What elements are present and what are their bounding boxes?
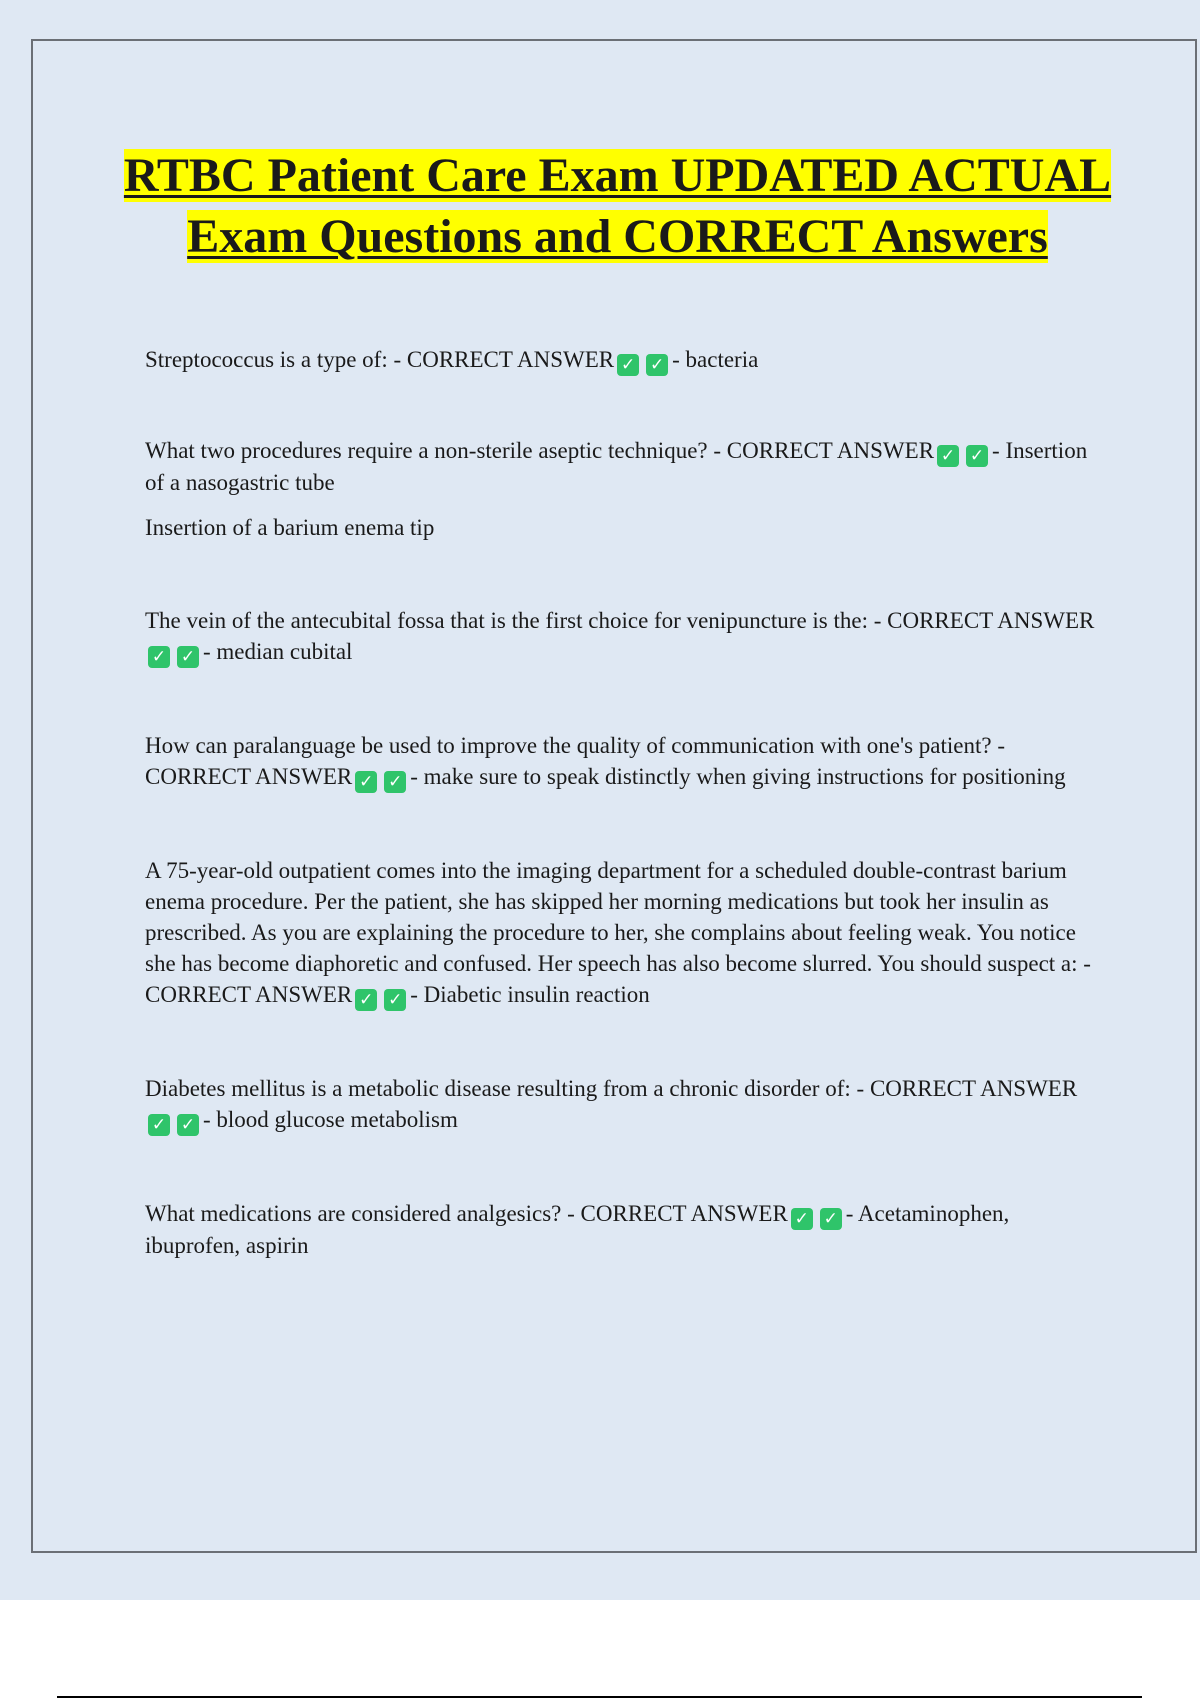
answer-text: - bacteria — [672, 347, 759, 372]
qa-item-6 — [145, 1073, 1105, 1136]
check-mark-icon: ✓ — [646, 354, 668, 376]
answer-marker: - CORRECT ANSWER — [856, 1076, 1078, 1101]
document-title — [60, 145, 1175, 267]
question-text: What medications are considered analgesics? — [145, 1201, 562, 1226]
check-mark-icon: ✓ — [177, 646, 199, 668]
title-highlight: RTBC Patient Care Exam UPDATED ACTUAL Exam Questions and CORRECT Answers — [123, 149, 1112, 263]
answer-text: - median cubital — [203, 639, 353, 664]
answer-text: - blood glucose metabolism — [203, 1107, 458, 1132]
answer-text: - Diabetic insulin reaction — [410, 982, 650, 1007]
check-mark-icon: ✓ — [617, 354, 639, 376]
qa-item-5 — [145, 855, 1105, 1011]
footer-rule — [57, 1696, 1142, 1698]
question-text: Streptococcus is a type of: — [145, 347, 388, 372]
check-mark-icon: ✓ — [966, 445, 988, 467]
check-mark-icon: ✓ — [384, 989, 406, 1011]
qa-item-7 — [145, 1198, 1105, 1261]
answer-marker: - CORRECT ANSWER — [145, 733, 1006, 789]
check-mark-icon: ✓ — [384, 771, 406, 793]
qa-item-1 — [145, 344, 1105, 376]
qa-item-4 — [145, 730, 1105, 793]
answer-marker: - CORRECT ANSWER — [713, 438, 935, 463]
check-mark-icon: ✓ — [937, 445, 959, 467]
question-text: What two procedures require a non-sterile aseptic technique? — [145, 438, 708, 463]
qa-item-2 — [145, 435, 1105, 498]
question-text: How can paralanguage be used to improve the quality of communication with one's patient? — [145, 733, 992, 758]
qa-list — [145, 344, 1105, 1261]
answer-marker: - CORRECT ANSWER — [567, 1201, 788, 1226]
question-text: The vein of the antecubital fossa that is the first choice for venipuncture is the: — [145, 608, 868, 633]
check-mark-icon: ✓ — [791, 1208, 813, 1230]
qa-item-3 — [145, 605, 1105, 668]
answer-continuation: Insertion of a barium enema tip — [145, 515, 435, 540]
answer-marker: - CORRECT ANSWER — [145, 951, 1091, 1007]
check-mark-icon: ✓ — [148, 646, 170, 668]
question-text: A 75-year-old outpatient comes into the imaging department for a scheduled double-contrast barium enema procedure. Per the patient, she has skipped her morning medications but took her insulin as prescribed. As you are explaining the procedure to her, she complains about feeling weak. You notice she has become diaphoretic and confused. Her speech has also become slurred. You should suspect a: — [145, 858, 1078, 976]
answer-text: - make sure to speak distinctly when giving instructions for positioning — [410, 764, 1066, 789]
question-text: Diabetes mellitus is a metabolic disease resulting from a chronic disorder of: — [145, 1076, 851, 1101]
check-mark-icon: ✓ — [177, 1114, 199, 1136]
check-mark-icon: ✓ — [355, 989, 377, 1011]
check-mark-icon: ✓ — [820, 1208, 842, 1230]
answer-marker: - CORRECT ANSWER — [393, 347, 615, 372]
answer-text: - Insertion of a nasogastric tube — [145, 438, 1088, 495]
check-mark-icon: ✓ — [355, 771, 377, 793]
check-mark-icon: ✓ — [148, 1114, 170, 1136]
answer-marker: - CORRECT ANSWER — [873, 608, 1095, 633]
answer-text: - Acetaminophen, ibuprofen, aspirin — [145, 1201, 1010, 1258]
